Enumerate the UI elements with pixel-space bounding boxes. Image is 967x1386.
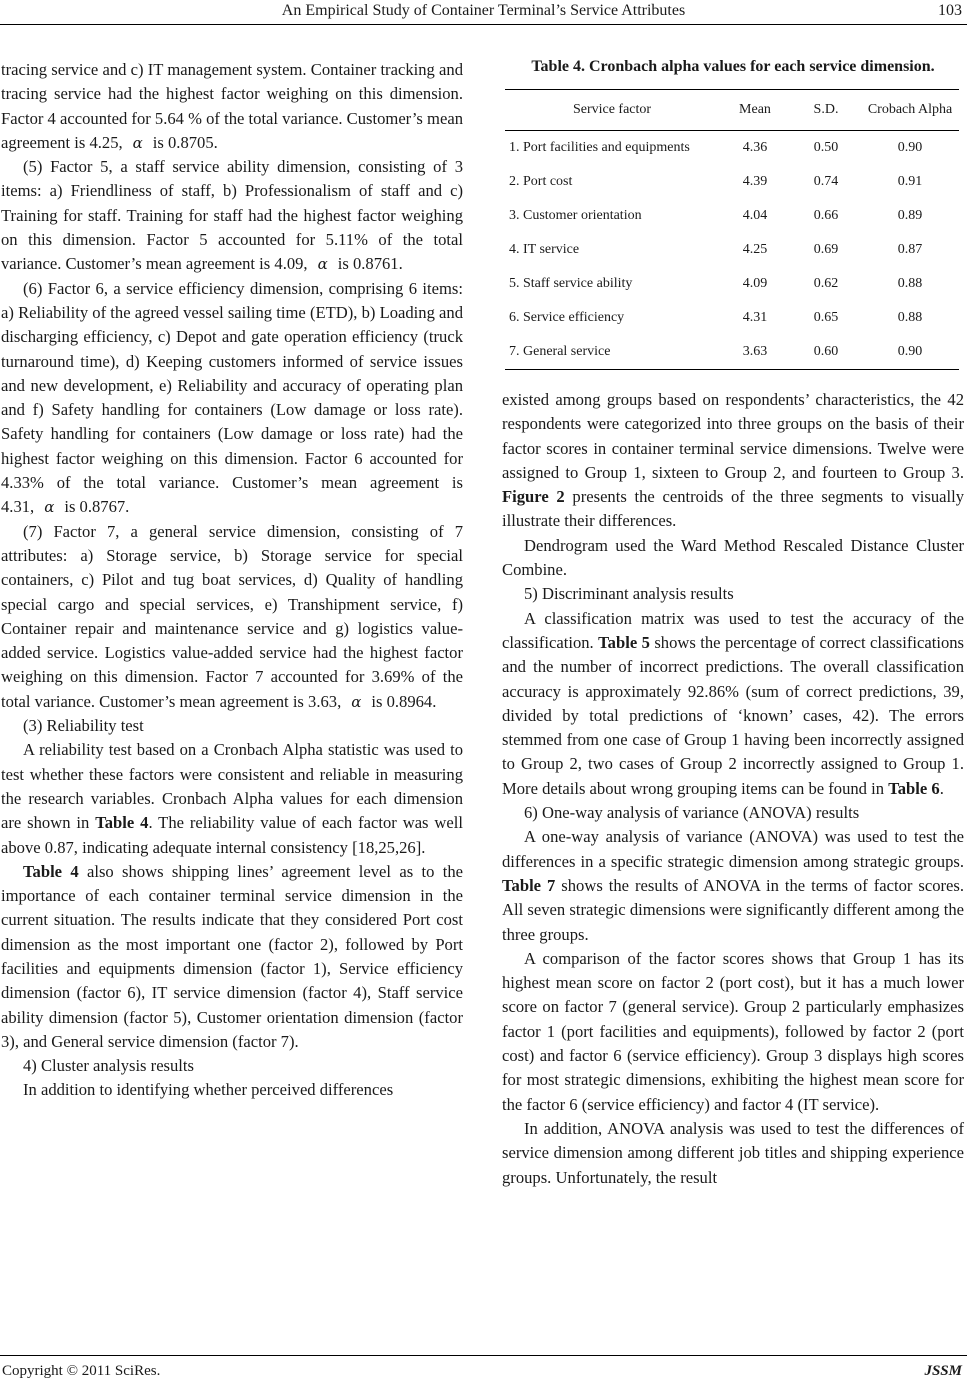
paragraph-factor7: (7) Factor 7, a general service dimension, consisting of 7 attributes: a) Storage service, b) Storage service for special containers, c) Pilot and tug boat services, d) Quality of handling special cargo and special services, e) Transhipment service, f) Container repair and maintenance service and g) logistics value-added service. Logistics value-added service had the highest factor weighing on this dimension. Factor 7 accounted for 3.69% of the total variance. Customer’s mean agreement is 3.63, α is 0.8964.: [1, 521, 463, 711]
heading-anova: 6) One-way analysis of variance (ANOVA) results: [524, 803, 860, 823]
header-cronbach-alpha: Crobach Alpha: [861, 90, 959, 131]
heading-discriminant: 5) Discriminant analysis results: [524, 584, 734, 604]
paragraph-discriminant: A classification matrix was used to test the accuracy of the classification. Table 5 shows the percentage of correct classifications and the number of incorrect predictions. The overall classification accuracy is approximately 92.86% (sum of correct predictions, 39, divided by total predictions of ‘known’ cases, 42). The errors stemmed from one case of Group 1 having been incorrectly assigned to Group 2, two cases of Group 2 incorrectly assigned to Group 1. More details about wrong grouping items can be found in Table 6.: [502, 608, 965, 798]
paragraph-factor4-end: tracing service and c) IT management system. Container tracking and tracing service had the highest factor weighing on this dimension. Factor 4 accounted for 5.64 % of the total variance. Customer’s mean agreement is 4.25, α is 0.8705.: [1, 60, 463, 152]
table7-ref: Table 7: [502, 875, 556, 895]
cell-factor: 1. Port facilities and equipments: [509, 140, 690, 155]
right-column: [502, 388, 964, 1190]
table4-ref: Table 4: [95, 813, 149, 833]
cell-alpha: 0.90: [897, 140, 923, 155]
running-title: An Empirical Study of Container Terminal’s Service Attributes: [281, 2, 686, 19]
paragraph-cluster-start: In addition to identifying whether perceived differences: [23, 1080, 394, 1100]
running-header: [0, 0, 967, 26]
table-row: [505, 199, 959, 233]
header-sd: S.D.: [791, 90, 861, 131]
cell-sd: 0.62: [813, 276, 839, 291]
paragraph-anova-job-titles: In addition, ANOVA analysis was used to test the differences of service dimension among different job titles and shipping experience groups. Unfortunately, the result: [502, 1118, 964, 1187]
paragraph-factor5: (5) Factor 5, a staff service ability dimension, consisting of 3 items: a) Friendliness of staff, b) Professionalism of staff and c) Training for staff. Training for staff had the highest factor weighing on this dimension. Factor 5 accounted for 5.11% of the total variance. Customer’s mean agreement is 4.09, α is 0.8761.: [1, 157, 463, 274]
table4: [505, 89, 959, 370]
cell-alpha: 0.88: [897, 310, 923, 325]
paragraph-dendrogram: Dendrogram used the Ward Method Rescaled Distance Cluster Combine.: [502, 535, 964, 580]
cell-sd: 0.65: [813, 310, 839, 325]
table-row: [505, 233, 959, 267]
header-service-factor: Service factor: [505, 90, 719, 131]
left-column: [1, 58, 463, 1103]
table-header-row: [505, 90, 959, 131]
cell-alpha: 0.91: [897, 174, 923, 189]
footer-rule: [0, 1355, 967, 1356]
table-row: [505, 165, 959, 199]
cell-sd: 0.50: [813, 140, 839, 155]
cell-alpha: 0.89: [897, 208, 923, 223]
table5-ref: Table 5: [598, 632, 650, 652]
cell-factor: 2. Port cost: [509, 174, 573, 189]
table6-ref: Table 6: [888, 778, 940, 798]
cell-mean: 3.63: [719, 335, 791, 370]
cell-factor: 6. Service efficiency: [509, 310, 625, 325]
alpha-symbol: α: [351, 692, 362, 711]
cell-factor: 4. IT service: [509, 242, 580, 257]
cell-mean: 4.36: [742, 140, 768, 155]
cell-factor: 5. Staff service ability: [509, 276, 633, 291]
cell-mean: 4.09: [742, 276, 768, 291]
cell-factor: 3. Customer orientation: [509, 208, 642, 223]
table-row: [505, 335, 959, 370]
alpha-symbol: α: [132, 133, 143, 152]
heading-reliability-test: (3) Reliability test: [23, 716, 144, 736]
paragraph-cluster-cont: existed among groups based on respondents’ characteristics, the 42 respondents were categorized into three groups on the basis of their factor scores in container terminal service dimensions. Twelve were assigned to Group 1, sixteen to Group 2, and fourteen to Group 3. Figure 2 presents the centroids of the three segments to visually illustrate their differences.: [502, 390, 964, 531]
copyright: Copyright © 2011 SciRes.: [2, 1363, 161, 1379]
cell-mean: 4.39: [742, 174, 768, 189]
table4-caption: Table 4. Cronbach alpha values for each service dimension.: [531, 58, 935, 75]
table-row: [505, 131, 959, 166]
journal-name: JSSM: [924, 1363, 962, 1379]
cell-sd: 0.74: [813, 174, 839, 189]
figure2-ref: Figure 2: [502, 487, 565, 507]
page-footer: [0, 1355, 967, 1385]
cell-mean: 4.31: [742, 310, 768, 325]
paragraph-anova: A one-way analysis of variance (ANOVA) was used to test the differences in a specific strategic dimension among strategic groups. Table 7 shows the results of ANOVA in the terms of factor scores. All seven strategic dimensions were significantly different among the three groups.: [502, 827, 964, 944]
alpha-symbol: α: [44, 498, 55, 517]
table-row: [505, 267, 959, 301]
table4-ref: Table 4: [23, 861, 79, 881]
paragraph-reliability: A reliability test based on a Cronbach Alpha statistic was used to test whether these factors were consistent and reliable in measuring the research variables. Cronbach Alpha values for each dimension are shown in Table 4. The reliability value of each factor was well above 0.87, indicating adequate internal consistency [18,25,26].: [1, 740, 463, 857]
cell-mean: 4.25: [742, 242, 768, 257]
cell-alpha: 0.87: [897, 242, 923, 257]
cell-sd: 0.66: [813, 208, 839, 223]
header-rule: [0, 24, 967, 25]
paragraph-agreement: Table 4 also shows shipping lines’ agreement level as to the importance of each container terminal service dimension in the current situation. The results indicate that they considered Port cost dimension as the most important one (factor 2), followed by Port facilities and equipments dimension (factor 1), Service efficiency dimension (factor 6), IT service dimension (factor 4), Staff service ability dimension (factor 5), Customer orientation dimension (factor 3), and General service dimension (factor 7).: [1, 861, 463, 1051]
cell-sd: 0.69: [813, 242, 839, 257]
cell-alpha: 0.88: [897, 276, 923, 291]
table-row: [505, 301, 959, 335]
cell-mean: 4.04: [742, 208, 768, 223]
heading-cluster-analysis: 4) Cluster analysis results: [23, 1056, 194, 1076]
paragraph-factor-comparison: A comparison of the factor scores shows that Group 1 has its highest mean score on factor 2 (port cost), but it has a much lower score on factor 7 (general service). Group 2 particularly emphasizes factor 1 (port facilities and equipments), followed by factor 2 (port cost) and factor 6 (service efficiency). Group 3 displays high scores for most strategic dimensions, exhibiting the highest mean score for the factor 6 (service efficiency) and factor 4 (IT service).: [502, 948, 964, 1114]
cell-alpha: 0.90: [861, 335, 959, 370]
cell-factor: 7. General service: [505, 335, 719, 370]
alpha-symbol: α: [317, 255, 328, 274]
header-mean: Mean: [719, 90, 791, 131]
page-number: 103: [938, 2, 962, 19]
cell-sd: 0.60: [791, 335, 861, 370]
paragraph-factor6: (6) Factor 6, a service efficiency dimension, comprising 6 items: a) Reliability of the agreed vessel sailing time (ETD), b) Loading and discharging efficiency, c) Depot and gate operation efficiency (truck turnaround time), d) Keeping customers informed of service issues and new development, e) Reliability and accuracy of operating plan and f) Safety handling for containers (Low damage or loss rate). Safety handling for containers (Low damage or loss rate) had the highest factor weighing on this dimension. Factor 6 accounted for 4.33% of the total variance. Customer’s mean agreement is 4.31, α is 0.8767.: [1, 278, 463, 517]
